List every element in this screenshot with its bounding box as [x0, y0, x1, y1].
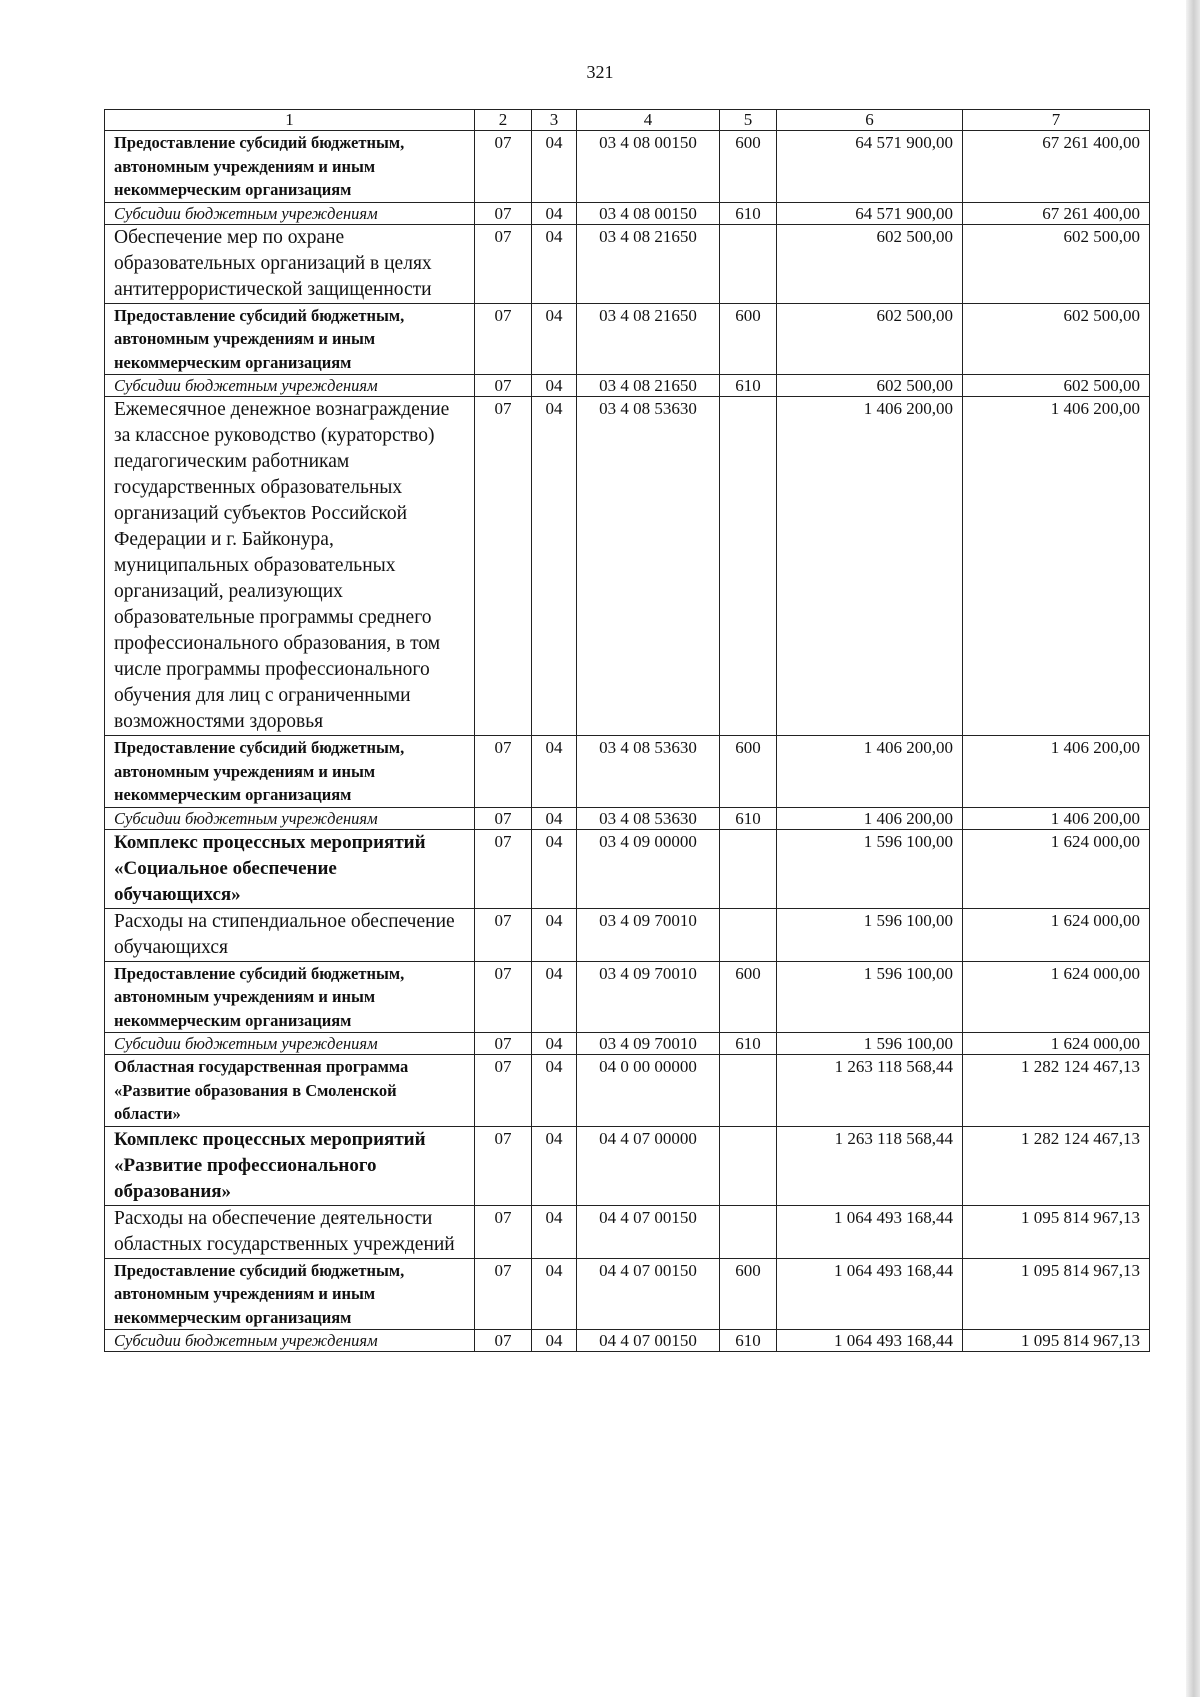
cell-name: Предоставление субсидий бюджетным, автономным учреждениям и иным некоммерческим организациям [105, 961, 475, 1033]
cell-name: Субсидии бюджетным учреждениям [105, 1330, 475, 1352]
cell-name: Предоставление субсидий бюджетным, автономным учреждениям и иным некоммерческим организациям [105, 303, 475, 375]
cell-target-article: 04 4 07 00150 [577, 1330, 720, 1352]
cell-section: 07 [475, 807, 532, 829]
cell-target-article: 03 4 08 21650 [577, 303, 720, 375]
cell-amount-year2: 602 500,00 [963, 375, 1150, 397]
cell-name: Субсидии бюджетным учреждениям [105, 1033, 475, 1055]
cell-section: 07 [475, 375, 532, 397]
cell-name: Комплекс процессных мероприятий «Социальное обеспечение обучающихся» [105, 829, 475, 908]
cell-expense-type [720, 1205, 777, 1258]
cell-name: Предоставление субсидий бюджетным, автономным учреждениям и иным некоммерческим организациям [105, 1258, 475, 1330]
cell-expense-type [720, 908, 777, 961]
cell-expense-type: 610 [720, 1033, 777, 1055]
table-header-row [105, 110, 1150, 131]
cell-subsection: 04 [532, 1126, 577, 1205]
cell-name: Субсидии бюджетным учреждениям [105, 375, 475, 397]
cell-section: 07 [475, 397, 532, 736]
header-cell-4: 4 [577, 110, 720, 131]
cell-amount-year1: 1 596 100,00 [777, 829, 963, 908]
cell-amount-year1: 1 596 100,00 [777, 961, 963, 1033]
cell-subsection: 04 [532, 961, 577, 1033]
budget-table [104, 109, 1150, 1352]
cell-section: 07 [475, 1205, 532, 1258]
cell-target-article: 03 4 09 70010 [577, 1033, 720, 1055]
cell-amount-year1: 1 596 100,00 [777, 1033, 963, 1055]
cell-subsection: 04 [532, 829, 577, 908]
cell-name: Предоставление субсидий бюджетным, автономным учреждениям и иным некоммерческим организациям [105, 131, 475, 203]
cell-amount-year2: 1 624 000,00 [963, 961, 1150, 1033]
cell-amount-year1: 1 406 200,00 [777, 736, 963, 808]
cell-section: 07 [475, 131, 532, 203]
cell-subsection: 04 [532, 807, 577, 829]
cell-amount-year1: 1 064 493 168,44 [777, 1258, 963, 1330]
cell-amount-year2: 1 095 814 967,13 [963, 1258, 1150, 1330]
cell-amount-year2: 1 406 200,00 [963, 736, 1150, 808]
cell-expense-type: 610 [720, 202, 777, 224]
table-row [105, 1055, 1150, 1127]
cell-target-article: 03 4 09 70010 [577, 961, 720, 1033]
cell-amount-year1: 602 500,00 [777, 303, 963, 375]
cell-amount-year2: 1 095 814 967,13 [963, 1330, 1150, 1352]
cell-amount-year1: 1 064 493 168,44 [777, 1330, 963, 1352]
table-row [105, 375, 1150, 397]
header-cell-2: 2 [475, 110, 532, 131]
cell-amount-year2: 1 624 000,00 [963, 829, 1150, 908]
cell-amount-year2: 602 500,00 [963, 303, 1150, 375]
table-row [105, 1258, 1150, 1330]
cell-expense-type [720, 1126, 777, 1205]
cell-target-article: 03 4 09 70010 [577, 908, 720, 961]
cell-target-article: 04 4 07 00000 [577, 1126, 720, 1205]
cell-subsection: 04 [532, 303, 577, 375]
cell-section: 07 [475, 1330, 532, 1352]
cell-name: Комплекс процессных мероприятий «Развитие профессионального образования» [105, 1126, 475, 1205]
cell-target-article: 03 4 08 00150 [577, 131, 720, 203]
cell-amount-year2: 1 282 124 467,13 [963, 1055, 1150, 1127]
cell-amount-year2: 1 282 124 467,13 [963, 1126, 1150, 1205]
table-row [105, 961, 1150, 1033]
table-row [105, 908, 1150, 961]
header-cell-7: 7 [963, 110, 1150, 131]
header-cell-3: 3 [532, 110, 577, 131]
cell-amount-year1: 1 596 100,00 [777, 908, 963, 961]
cell-name: Предоставление субсидий бюджетным, автономным учреждениям и иным некоммерческим организациям [105, 736, 475, 808]
cell-subsection: 04 [532, 397, 577, 736]
cell-amount-year2: 1 624 000,00 [963, 1033, 1150, 1055]
cell-section: 07 [475, 829, 532, 908]
table-row [105, 131, 1150, 203]
cell-name: Областная государственная программа «Развитие образования в Смоленской области» [105, 1055, 475, 1127]
cell-target-article: 03 4 09 00000 [577, 829, 720, 908]
cell-expense-type: 600 [720, 303, 777, 375]
cell-section: 07 [475, 908, 532, 961]
cell-subsection: 04 [532, 908, 577, 961]
cell-target-article: 03 4 08 21650 [577, 375, 720, 397]
cell-amount-year2: 1 406 200,00 [963, 397, 1150, 736]
cell-name: Ежемесячное денежное вознаграждение за классное руководство (кураторство) педагогическим работникам государственных образовательных организаций субъектов Российской Федерации и г. Байконура, муниципальных образовательных организаций, реализующих образовательные программы среднего профессионального образования, в том числе программы профессионального обучения для лиц с ограниченными возможностями здоровья [105, 397, 475, 736]
cell-expense-type: 600 [720, 736, 777, 808]
cell-expense-type [720, 397, 777, 736]
cell-amount-year1: 64 571 900,00 [777, 202, 963, 224]
cell-target-article: 03 4 08 53630 [577, 397, 720, 736]
cell-section: 07 [475, 224, 532, 303]
table-row [105, 397, 1150, 736]
cell-target-article: 03 4 08 53630 [577, 736, 720, 808]
cell-expense-type: 610 [720, 807, 777, 829]
cell-subsection: 04 [532, 224, 577, 303]
cell-section: 07 [475, 303, 532, 375]
cell-target-article: 04 4 07 00150 [577, 1205, 720, 1258]
header-cell-5: 5 [720, 110, 777, 131]
cell-expense-type [720, 224, 777, 303]
cell-name: Обеспечение мер по охране образовательных организаций в целях антитеррористической защищенности [105, 224, 475, 303]
table-row [105, 303, 1150, 375]
cell-amount-year1: 64 571 900,00 [777, 131, 963, 203]
table-row [105, 736, 1150, 808]
table-row [105, 807, 1150, 829]
cell-section: 07 [475, 1033, 532, 1055]
cell-amount-year1: 1 263 118 568,44 [777, 1055, 963, 1127]
cell-section: 07 [475, 202, 532, 224]
cell-expense-type: 600 [720, 1258, 777, 1330]
cell-name: Субсидии бюджетным учреждениям [105, 807, 475, 829]
cell-amount-year1: 602 500,00 [777, 224, 963, 303]
cell-amount-year1: 1 406 200,00 [777, 807, 963, 829]
cell-subsection: 04 [532, 1033, 577, 1055]
cell-name: Субсидии бюджетным учреждениям [105, 202, 475, 224]
header-cell-1: 1 [105, 110, 475, 131]
cell-amount-year2: 1 624 000,00 [963, 908, 1150, 961]
cell-name: Расходы на стипендиальное обеспечение обучающихся [105, 908, 475, 961]
cell-subsection: 04 [532, 736, 577, 808]
cell-amount-year2: 67 261 400,00 [963, 131, 1150, 203]
cell-expense-type: 610 [720, 1330, 777, 1352]
table-row [105, 1033, 1150, 1055]
table-row [105, 224, 1150, 303]
cell-section: 07 [475, 1055, 532, 1127]
cell-subsection: 04 [532, 1330, 577, 1352]
cell-section: 07 [475, 961, 532, 1033]
cell-amount-year1: 602 500,00 [777, 375, 963, 397]
cell-subsection: 04 [532, 1055, 577, 1127]
header-cell-6: 6 [777, 110, 963, 131]
cell-amount-year2: 1 406 200,00 [963, 807, 1150, 829]
cell-amount-year1: 1 263 118 568,44 [777, 1126, 963, 1205]
cell-expense-type [720, 829, 777, 908]
table-row [105, 1330, 1150, 1352]
cell-target-article: 03 4 08 21650 [577, 224, 720, 303]
cell-expense-type [720, 1055, 777, 1127]
table-row [105, 202, 1150, 224]
cell-section: 07 [475, 1258, 532, 1330]
cell-amount-year2: 602 500,00 [963, 224, 1150, 303]
cell-expense-type: 610 [720, 375, 777, 397]
cell-amount-year2: 67 261 400,00 [963, 202, 1150, 224]
cell-expense-type: 600 [720, 961, 777, 1033]
page-number: 321 [586, 62, 614, 82]
cell-name: Расходы на обеспечение деятельности областных государственных учреждений [105, 1205, 475, 1258]
cell-target-article: 04 4 07 00150 [577, 1258, 720, 1330]
cell-section: 07 [475, 1126, 532, 1205]
cell-subsection: 04 [532, 131, 577, 203]
cell-amount-year1: 1 406 200,00 [777, 397, 963, 736]
table-row [105, 1205, 1150, 1258]
table-row [105, 1126, 1150, 1205]
table-row [105, 829, 1150, 908]
cell-expense-type: 600 [720, 131, 777, 203]
scan-edge-shadow [1186, 0, 1200, 1697]
cell-target-article: 04 0 00 00000 [577, 1055, 720, 1127]
cell-subsection: 04 [532, 375, 577, 397]
cell-target-article: 03 4 08 53630 [577, 807, 720, 829]
cell-target-article: 03 4 08 00150 [577, 202, 720, 224]
cell-section: 07 [475, 736, 532, 808]
cell-amount-year2: 1 095 814 967,13 [963, 1205, 1150, 1258]
cell-subsection: 04 [532, 1205, 577, 1258]
cell-subsection: 04 [532, 202, 577, 224]
cell-subsection: 04 [532, 1258, 577, 1330]
cell-amount-year1: 1 064 493 168,44 [777, 1205, 963, 1258]
